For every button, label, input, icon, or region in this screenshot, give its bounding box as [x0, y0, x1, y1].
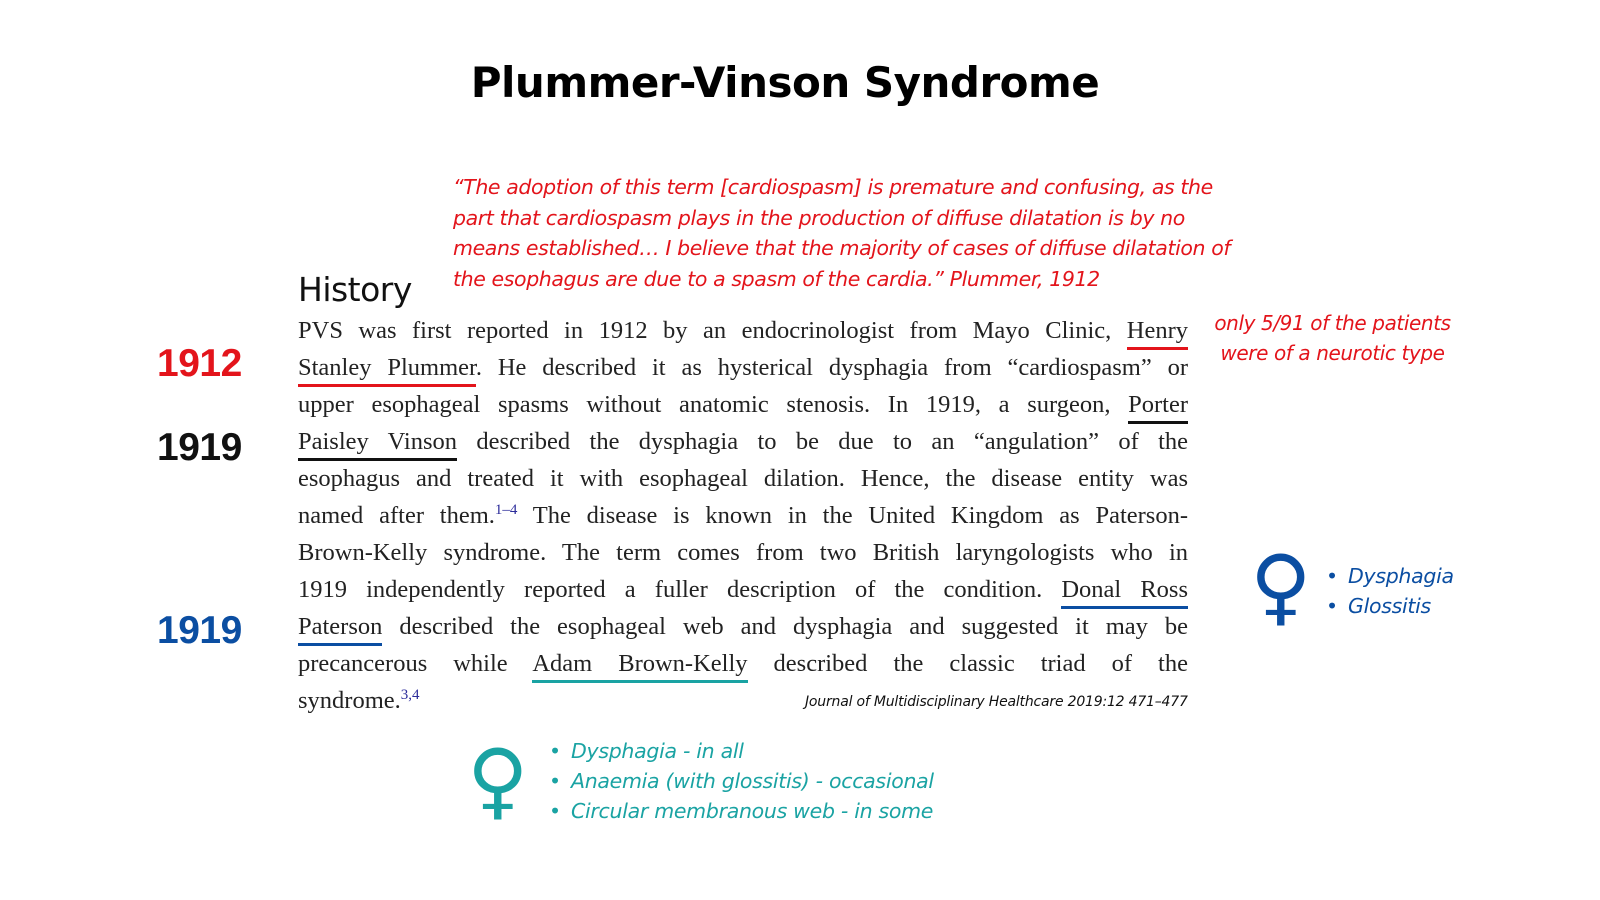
underlined-name: Adam Brown-Kelly — [532, 650, 747, 683]
slide-title: Plummer-Vinson Syndrome — [470, 58, 1100, 107]
female-icon: ♀ — [467, 731, 529, 829]
year-1919-vinson: 1919 — [157, 426, 242, 469]
text-segment: 1919 independently reported a fuller description of the condition. — [298, 576, 1062, 603]
text-line — [298, 312, 1188, 349]
finding-item: • Dysphagia - in all — [549, 736, 934, 766]
citation-superscript: 3,4 — [400, 686, 420, 703]
female-icon: ♀ — [1250, 537, 1312, 635]
text-line — [298, 497, 1188, 534]
text-segment: described the esophageal web and dysphagia and suggested it may be — [382, 613, 1188, 640]
text-line — [298, 386, 1188, 423]
finding-item: • Glossitis — [1326, 591, 1454, 621]
underlined-name: Donal Ross — [1061, 576, 1188, 609]
text-segment: described the dysphagia to be due to an “angulation” of the — [456, 428, 1188, 455]
text-line — [298, 460, 1188, 497]
underlined-name: Porter — [1128, 391, 1188, 424]
text-segment: syndrome. — [298, 687, 401, 714]
text-line — [298, 349, 1188, 386]
text-line — [298, 571, 1188, 608]
history-body-text — [298, 312, 1188, 719]
text-line — [298, 423, 1188, 460]
finding-item: • Dysphagia — [1326, 561, 1454, 591]
text-line — [298, 608, 1188, 645]
brown-kelly-findings-list — [549, 736, 934, 826]
history-heading: History — [298, 270, 412, 309]
text-segment: esophagus and treated it with esophageal dilation. Hence, the disease entity was — [298, 465, 1188, 492]
text-segment: precancerous while — [298, 650, 533, 677]
year-1919-paterson: 1919 — [157, 609, 242, 652]
citation: Journal of Multidisciplinary Healthcare 2019:12 471–477 — [805, 694, 1188, 710]
text-segment: Brown-Kelly syndrome. The term comes from two British laryngologists who in — [298, 539, 1188, 566]
finding-item: • Anaemia (with glossitis) - occasional — [549, 766, 934, 796]
underlined-name: Paisley Vinson — [298, 428, 457, 461]
text-line — [298, 645, 1188, 682]
text-segment: named after them. — [298, 502, 495, 529]
text-line — [298, 534, 1188, 571]
underlined-name: Henry — [1127, 317, 1188, 350]
paterson-findings-list — [1326, 561, 1454, 621]
text-segment: PVS was first reported in 1912 by an endocrinologist from Mayo Clinic, — [298, 317, 1127, 344]
neurotic-note: only 5/91 of the patients were of a neurotic type — [1214, 311, 1451, 365]
citation-superscript: 1–4 — [494, 501, 518, 518]
underlined-name: Paterson — [298, 613, 382, 646]
text-segment: The disease is known in the United Kingdom as Paterson- — [517, 502, 1188, 529]
finding-item: • Circular membranous web - in some — [549, 796, 934, 826]
text-segment: . He described it as hysterical dysphagia from “cardiospasm” or — [475, 354, 1188, 381]
text-segment: upper esophageal spasms without anatomic stenosis. In 1919, a surgeon, — [298, 391, 1129, 418]
year-1912-plummer: 1912 — [157, 342, 242, 385]
text-segment: described the classic triad of the — [747, 650, 1188, 677]
underlined-name: Stanley Plummer — [298, 354, 476, 387]
plummer-quote: “The adoption of this term [cardiospasm] is premature and confusing, as the part that cardiospasm plays in the production of diffuse dilatation is by no means established… I believe that the majority of cases of diffuse dilatation of the esophagus are due to a spasm of the cardia.” Plummer, 1912 — [453, 175, 1231, 291]
